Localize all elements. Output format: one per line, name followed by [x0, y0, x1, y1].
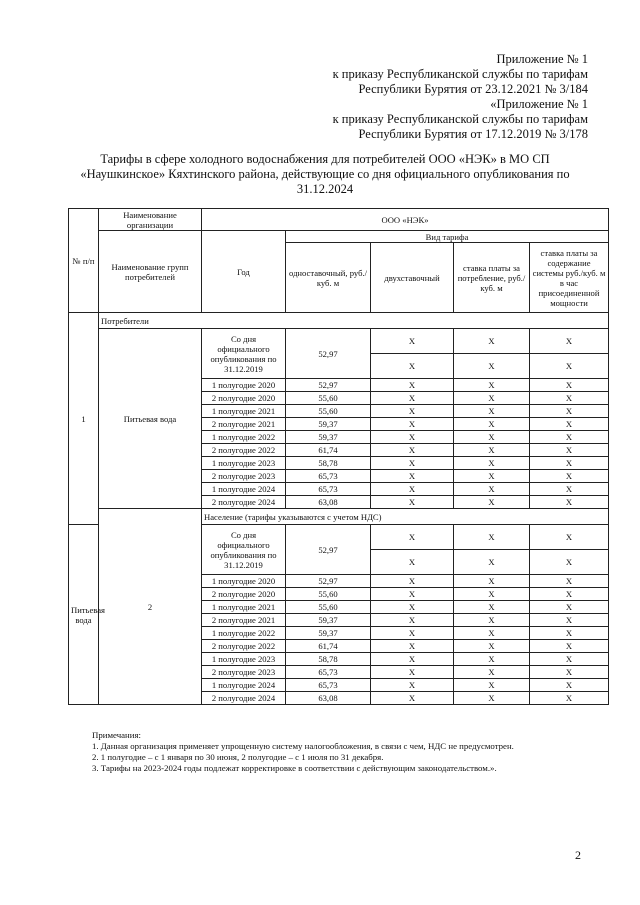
x-mark: Х [371, 431, 454, 444]
header-line: Республики Бурятия от 17.12.2019 № 3/178 [358, 127, 588, 141]
x-mark: Х [371, 379, 454, 392]
x-mark: Х [530, 575, 609, 588]
one-part-value: 61,74 [286, 640, 371, 653]
section-number: 2 [99, 509, 202, 705]
one-part-value: 65,73 [286, 666, 371, 679]
x-mark: Х [530, 525, 609, 550]
period-cell: 1 полугодие 2023 [202, 653, 286, 666]
x-mark: Х [454, 627, 530, 640]
x-mark: Х [371, 329, 454, 354]
one-part-value: 59,37 [286, 418, 371, 431]
header-one-part-rate: одноставочный, руб./ куб. м [286, 243, 371, 313]
x-mark: Х [530, 614, 609, 627]
x-mark: Х [530, 418, 609, 431]
period-cell: 2 полугодие 2024 [202, 496, 286, 509]
x-mark: Х [371, 679, 454, 692]
period-cell: 1 полугодие 2022 [202, 431, 286, 444]
section-title-row [69, 313, 609, 329]
x-mark: Х [371, 457, 454, 470]
x-mark: Х [454, 431, 530, 444]
period-cell: 2 полугодие 2022 [202, 444, 286, 457]
period-cell: 2 полугодие 2023 [202, 666, 286, 679]
x-mark: Х [371, 483, 454, 496]
x-mark: Х [530, 444, 609, 457]
x-mark: Х [454, 653, 530, 666]
x-mark: Х [454, 457, 530, 470]
header-maintenance-rate: ставка платы за содержание системы руб./куб. м в час присоединенной мощности [530, 243, 609, 313]
x-mark: Х [454, 354, 530, 379]
x-mark: Х [454, 329, 530, 354]
x-mark: Х [371, 496, 454, 509]
period-cell: 1 полугодие 2020 [202, 575, 286, 588]
period-cell: 1 полугодие 2020 [202, 379, 286, 392]
notes [92, 730, 608, 774]
period-cell: 1 полугодие 2024 [202, 679, 286, 692]
x-mark: Х [371, 392, 454, 405]
one-part-value: 58,78 [286, 457, 371, 470]
x-mark: Х [371, 627, 454, 640]
x-mark: Х [454, 444, 530, 457]
x-mark: Х [371, 666, 454, 679]
x-mark: Х [371, 640, 454, 653]
one-part-value: 55,60 [286, 405, 371, 418]
x-mark: Х [530, 640, 609, 653]
x-mark: Х [454, 588, 530, 601]
one-part-value: 65,73 [286, 483, 371, 496]
x-mark: Х [454, 470, 530, 483]
x-mark: Х [530, 653, 609, 666]
x-mark: Х [454, 692, 530, 705]
x-mark: Х [530, 354, 609, 379]
period-cell: 2 полугодие 2020 [202, 588, 286, 601]
one-part-value: 65,73 [286, 679, 371, 692]
x-mark: Х [454, 392, 530, 405]
x-mark: Х [371, 354, 454, 379]
header-year: Год [202, 231, 286, 313]
x-mark: Х [530, 457, 609, 470]
x-mark: Х [530, 431, 609, 444]
one-part-value: 55,60 [286, 588, 371, 601]
section-title-row [69, 509, 609, 525]
x-mark: Х [454, 666, 530, 679]
section-title: Население (тарифы указываются с учетом НДС) [202, 509, 609, 525]
one-part-value: 52,97 [286, 575, 371, 588]
x-mark: Х [530, 470, 609, 483]
x-mark: Х [454, 614, 530, 627]
period-cell: 2 полугодие 2023 [202, 470, 286, 483]
x-mark: Х [530, 692, 609, 705]
one-part-value: 58,78 [286, 653, 371, 666]
x-mark: Х [530, 627, 609, 640]
one-part-value: 65,73 [286, 470, 371, 483]
header-organization-value: ООО «НЭК» [202, 209, 609, 231]
one-part-value: 63,08 [286, 692, 371, 705]
x-mark: Х [371, 588, 454, 601]
x-mark: Х [454, 601, 530, 614]
header-line: к приказу Республиканской службы по тарифам [332, 67, 588, 81]
x-mark: Х [371, 525, 454, 550]
header-consumer-group: Наименование групп потребителей [99, 231, 202, 313]
header-line: Приложение № 1 [496, 52, 588, 66]
header-tariff-type: Вид тарифа [286, 231, 609, 243]
x-mark: Х [371, 405, 454, 418]
header-line: Республики Бурятия от 23.12.2021 № 3/184 [358, 82, 588, 96]
one-part-value: 55,60 [286, 601, 371, 614]
x-mark: Х [530, 666, 609, 679]
consumer-group: Питьевая вода [99, 329, 202, 509]
one-part-value: 52,97 [286, 329, 371, 379]
consumer-group: Питьевая вода [69, 525, 99, 705]
period-cell: 2 полугодие 2024 [202, 692, 286, 705]
one-part-value: 59,37 [286, 614, 371, 627]
period-cell: 1 полугодие 2021 [202, 405, 286, 418]
period-cell: 1 полугодие 2021 [202, 601, 286, 614]
x-mark: Х [454, 550, 530, 575]
period-cell: 2 полугодие 2022 [202, 640, 286, 653]
x-mark: Х [371, 418, 454, 431]
x-mark: Х [454, 483, 530, 496]
x-mark: Х [371, 601, 454, 614]
x-mark: Х [371, 550, 454, 575]
page-number: 2 [575, 848, 581, 862]
x-mark: Х [530, 483, 609, 496]
x-mark: Х [530, 392, 609, 405]
tariff-table [68, 208, 609, 705]
x-mark: Х [530, 601, 609, 614]
header-line: к приказу Республиканской службы по тарифам [332, 112, 588, 126]
period-cell: 1 полугодие 2024 [202, 483, 286, 496]
period-cell: Со дня официального опубликования по 31.12.2019 [202, 329, 286, 379]
x-mark: Х [530, 329, 609, 354]
section-number: 1 [69, 313, 99, 525]
table-row [69, 329, 609, 354]
x-mark: Х [454, 679, 530, 692]
one-part-value: 61,74 [286, 444, 371, 457]
section-title: Потребители [99, 313, 609, 329]
one-part-value: 59,37 [286, 627, 371, 640]
period-cell: 2 полугодие 2020 [202, 392, 286, 405]
header-two-part-rate: двухставочный [371, 243, 454, 313]
x-mark: Х [530, 550, 609, 575]
header-number: № п/п [69, 209, 99, 313]
period-cell: Со дня официального опубликования по 31.12.2019 [202, 525, 286, 575]
x-mark: Х [371, 444, 454, 457]
x-mark: Х [454, 640, 530, 653]
x-mark: Х [530, 588, 609, 601]
x-mark: Х [371, 653, 454, 666]
x-mark: Х [371, 614, 454, 627]
note-item: 2. 1 полугодие – с 1 января по 30 июня, 2 полугодие – с 1 июля по 31 декабря. [92, 752, 384, 762]
x-mark: Х [530, 679, 609, 692]
one-part-value: 59,37 [286, 431, 371, 444]
x-mark: Х [371, 692, 454, 705]
x-mark: Х [371, 470, 454, 483]
one-part-value: 55,60 [286, 392, 371, 405]
one-part-value: 52,97 [286, 525, 371, 575]
x-mark: Х [454, 525, 530, 550]
note-item: 1. Данная организация применяет упрощенную систему налогообложения, в связи с чем, НДС не предусмотрен. [92, 741, 514, 751]
one-part-value: 63,08 [286, 496, 371, 509]
period-cell: 2 полугодие 2021 [202, 614, 286, 627]
x-mark: Х [454, 496, 530, 509]
header-line: «Приложение № 1 [490, 97, 588, 111]
one-part-value: 52,97 [286, 379, 371, 392]
appendix-header [268, 52, 588, 142]
header-consumption-rate: ставка платы за потребление, руб./ куб. м [454, 243, 530, 313]
notes-heading: Примечания: [92, 730, 141, 740]
header-organization-label: Наименование организации [99, 209, 202, 231]
x-mark: Х [530, 496, 609, 509]
x-mark: Х [454, 379, 530, 392]
document-title: Тарифы в сфере холодного водоснабжения для потребителей ООО «НЭК» в МО СП «Наушкинское» Кяхтинского района, действующие со дня официального опубликования по 31.12.2024 [80, 152, 570, 196]
x-mark: Х [454, 405, 530, 418]
x-mark: Х [371, 575, 454, 588]
period-cell: 1 полугодие 2022 [202, 627, 286, 640]
x-mark: Х [454, 418, 530, 431]
note-item: 3. Тарифы на 2023-2024 годы подлежат корректировке в соответствии с действующим законодательством.». [92, 763, 497, 773]
x-mark: Х [530, 405, 609, 418]
period-cell: 2 полугодие 2021 [202, 418, 286, 431]
x-mark: Х [530, 379, 609, 392]
period-cell: 1 полугодие 2023 [202, 457, 286, 470]
x-mark: Х [454, 575, 530, 588]
